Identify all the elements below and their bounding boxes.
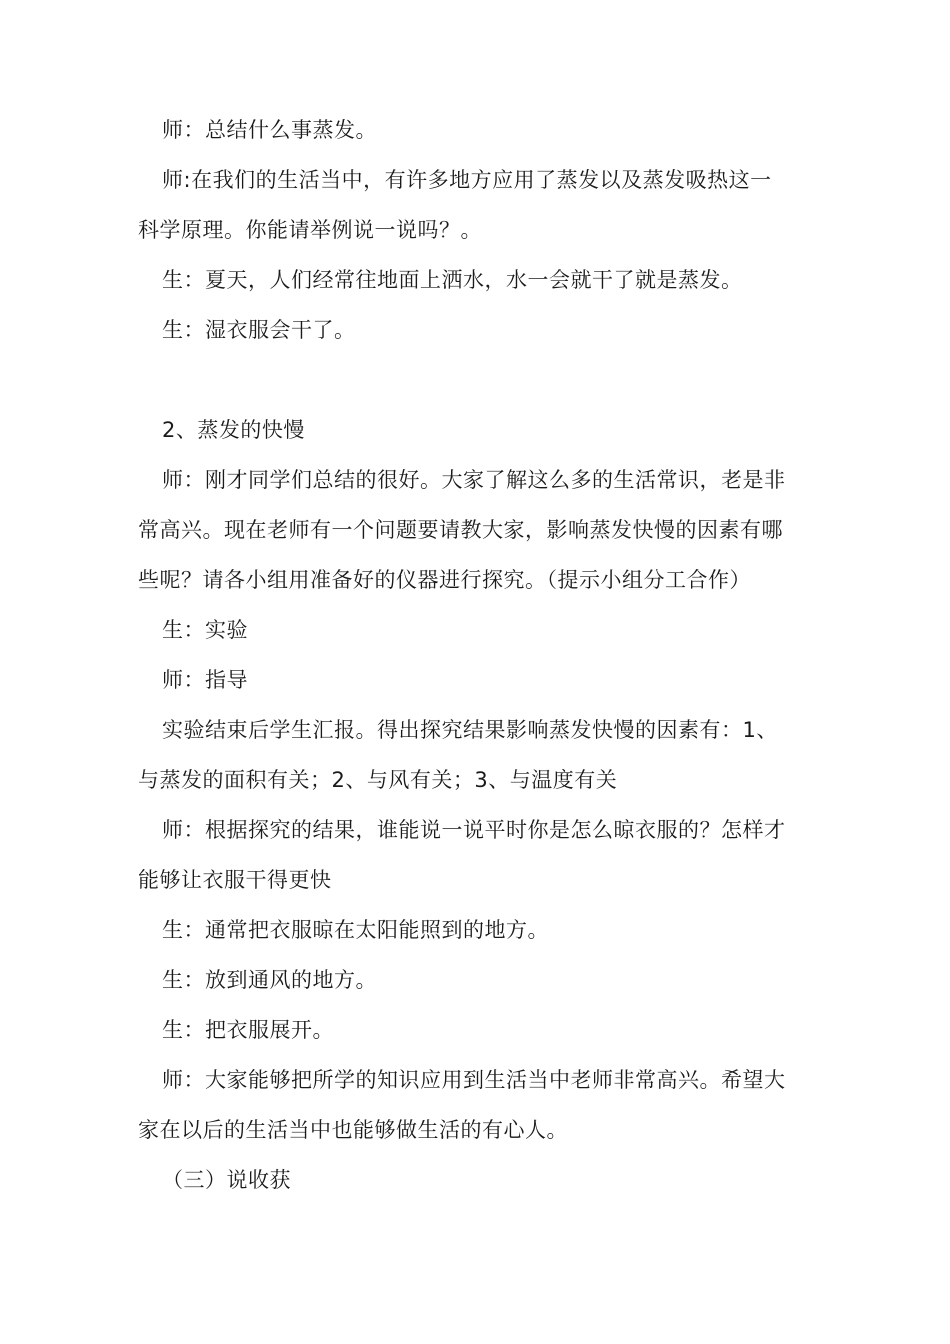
paragraph-line: 与蒸发的面积有关；2、与风有关；3、与温度有关 [138,768,618,792]
paragraph-line: 生：放到通风的地方。 [162,968,377,992]
paragraph-line: 能够让衣服干得更快 [138,868,332,892]
paragraph-line: 生：把衣服展开。 [162,1018,334,1042]
paragraph-line: 生：通常把衣服晾在太阳能照到的地方。 [162,918,549,942]
paragraph-line: 常高兴。现在老师有一个问题要请教大家，影响蒸发快慢的因素有哪 [138,518,783,542]
paragraph-line: 生：夏天，人们经常往地面上洒水，水一会就干了就是蒸发。 [162,268,743,292]
paragraph-line: 师:在我们的生活当中，有许多地方应用了蒸发以及蒸发吸热这一 [162,168,772,192]
paragraph-line: 生：湿衣服会干了。 [162,318,356,342]
paragraph-line: 科学原理。你能请举例说一说吗？。 [138,218,482,242]
paragraph-line: 师：指导 [162,668,248,692]
paragraph-line: 实验结束后学生汇报。得出探究结果影响蒸发快慢的因素有：1、 [162,718,778,742]
paragraph-line: 师：刚才同学们总结的很好。大家了解这么多的生活常识，老是非 [162,468,786,492]
paragraph-line: 师：根据探究的结果，谁能说一说平时你是怎么晾衣服的？怎样才 [162,818,786,842]
section-heading: 2、蒸发的快慢 [162,418,305,442]
paragraph-line: 生：实验 [162,618,248,642]
paragraph-line: 家在以后的生活当中也能够做生活的有心人。 [138,1118,568,1142]
paragraph-line: 些呢？请各小组用准备好的仪器进行探究。（提示小组分工合作） [138,568,751,592]
paragraph-line: 师：大家能够把所学的知识应用到生活当中老师非常高兴。希望大 [162,1068,786,1092]
section-heading: （三）说收获 [162,1168,291,1192]
paragraph-line: 师：总结什么事蒸发。 [162,118,377,142]
